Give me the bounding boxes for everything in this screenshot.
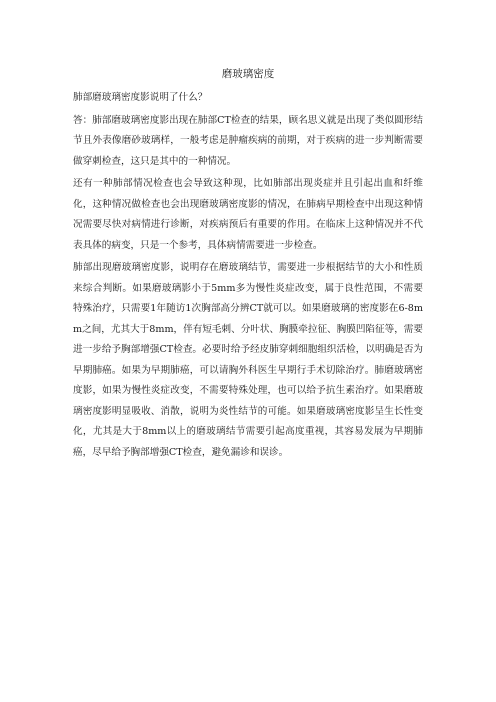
nodule-size-paragraph: 肺部出现磨玻璃密度影，说明存在磨玻璃结节，需要进一步根据结节的大小和性质来综合判断。如果磨玻璃影小于5mm多为慢性炎症改变，属于良性范围，不需要特殊治疗，只需要1年随访1次胸部高分辨CT就可以。如果磨玻璃的密度影在6-8mm之间，尤其大于8mm，伴有短毛刺、分叶状、胸膜牵拉征、胸膜凹陷征等，需要进一步给予胸部增强CT检查。必要时给予经皮肺穿刺细胞组织活检，以明确是否为早期肺癌。如果为早期肺癌，可以请胸外科医生早期行手术切除治疗。肺磨玻璃密度影，如果为慢性炎症改变，不需要特殊处理，也可以给予抗生素治疗。如果磨玻璃密度影明显吸收、消散，说明为炎性结节的可能。如果磨玻璃密度影呈生长性变化，尤其是大于8mm以上的磨玻璃结节需要引起高度重视，其容易发展为早期肺癌，尽早给予胸部增强CT检查，避免漏诊和误诊。 — [73, 262, 423, 458]
inflammation-paragraph: 还有一种肺部情况检查也会导致这种现，比如肺部出现炎症并且引起出血和纤维化，这种情况做检查也会出现磨玻璃密度影的情况，在肺病早期检查中出现这种情况需要尽快对病情进行诊断，对疾病预后有重要的作用。在临床上这种情况并不代表具体的病变，只是一个参考，具体病情需要进一步检查。 — [73, 178, 423, 251]
question-heading: 肺部磨玻璃密度影说明了什么？ — [73, 92, 208, 103]
document-body — [73, 66, 423, 465]
document-title: 磨玻璃密度 — [221, 68, 275, 80]
answer-paragraph: 答：肺部磨玻璃密度影出现在肺部CT检查的结果，顾名思义就是出现了类似圆形结节且外表像磨砂玻璃样，一般考虑是肿瘤疾病的前期，对于疾病的进一步判断需要做穿刺检查，这只是其中的一种情况。 — [73, 114, 423, 167]
